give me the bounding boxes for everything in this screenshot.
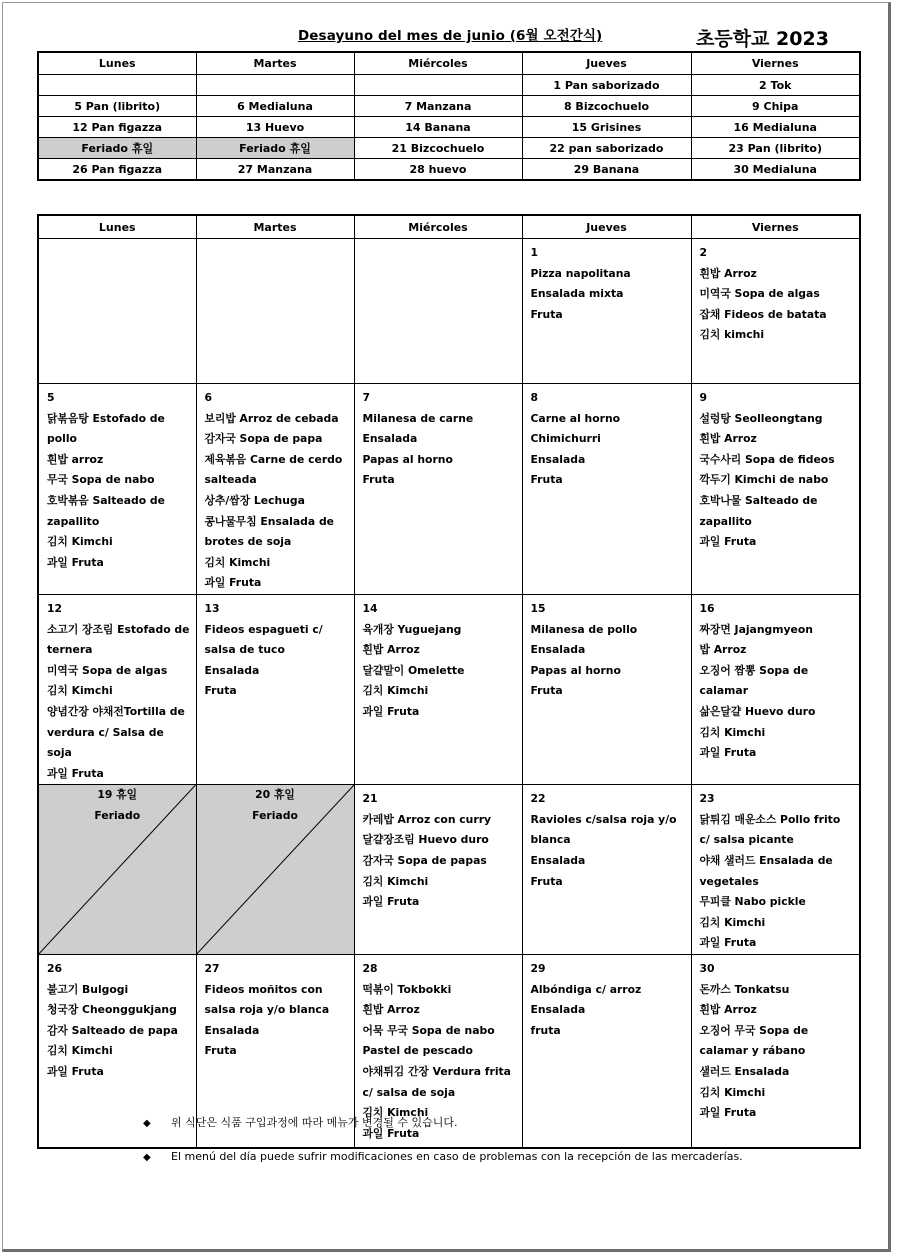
- day-number: 13: [204, 601, 220, 615]
- menu-item: 김치 Kimchi: [362, 684, 429, 698]
- school-label: 초등학교 2023: [696, 28, 829, 50]
- menu-item: 설렁탕 Seolleongtang: [699, 411, 823, 425]
- menu-item: 흰밥 Arroz: [362, 1003, 420, 1017]
- day-number: 28: [362, 962, 378, 976]
- menu-item: 깍두기 Kimchi de nabo: [699, 473, 829, 487]
- snack-row: [38, 96, 860, 117]
- menu-item: 과일 Fruta: [699, 746, 757, 760]
- weekday-header: Miércoles: [354, 52, 522, 75]
- day-number: 23: [699, 792, 715, 806]
- lunch-day-cell: [38, 594, 196, 784]
- menu-item: 달걀말이 Omelette: [362, 663, 465, 677]
- menu-item: Ensalada: [530, 643, 586, 657]
- day-number: 27: [204, 962, 220, 976]
- snack-cell: [38, 75, 196, 96]
- menu-item: 감자국 Sopa de papa: [204, 432, 323, 446]
- snack-cell: [354, 75, 522, 96]
- day-number: 6: [204, 391, 213, 404]
- menu-item: 흰밥 Arroz: [699, 266, 757, 280]
- menu-item: Fruta: [530, 684, 563, 698]
- snack-cell: 16 Medialuna: [691, 117, 860, 138]
- page-title: Desayuno del mes de junio (6월 오전간식): [298, 28, 603, 44]
- menu-item: 김치 Kimchi: [699, 1085, 766, 1099]
- menu-item: 떡볶이 Tokbokki: [362, 982, 452, 996]
- menu-item: 감자국 Sopa de papas: [362, 854, 487, 868]
- menu-item: 과일 Fruta: [699, 535, 757, 549]
- snack-cell: 15 Grisines: [522, 117, 691, 138]
- day-number: 19 휴일: [97, 788, 138, 802]
- snack-calendar-table: [37, 51, 861, 181]
- menu-item: Fruta: [530, 874, 563, 888]
- menu-item: 무피클 Nabo pickle: [699, 895, 806, 909]
- menu-item: 감자 Salteado de papa: [47, 1023, 178, 1037]
- holiday-strike-line: [197, 785, 354, 954]
- day-number: 9: [699, 391, 708, 404]
- lunch-day-cell: [354, 384, 522, 595]
- menu-item: Ensalada: [530, 452, 586, 466]
- note-korean: [143, 1114, 458, 1130]
- menu-item: 흰밥 Arroz: [362, 643, 420, 657]
- snack-cell-holiday: Feriado 휴일: [196, 138, 354, 159]
- day-number: 8: [530, 391, 539, 404]
- lunch-day-cell: [522, 785, 691, 955]
- lunch-day-cell: [691, 239, 860, 384]
- menu-item: 밥 Arroz: [699, 643, 747, 657]
- day-number: 21: [362, 792, 378, 806]
- diamond-bullet-icon: ◆: [143, 1152, 151, 1163]
- weekday-header: Viernes: [691, 52, 860, 75]
- menu-item: Albóndiga c/ arroz: [530, 982, 642, 996]
- menu-item: 과일 Fruta: [699, 1106, 757, 1120]
- menu-item: 흰밥 Arroz: [699, 432, 757, 446]
- menu-item: 과일 Fruta: [47, 555, 104, 569]
- menu-item: 불고기 Bulgogi: [47, 982, 129, 996]
- menu-item: Ensalada: [204, 663, 260, 677]
- lunch-day-cell: [691, 594, 860, 784]
- snack-cell: 5 Pan (librito): [38, 96, 196, 117]
- menu-item: 어묵 무국 Sopa de nabo: [362, 1023, 495, 1037]
- day-number: 2: [699, 246, 708, 259]
- menu-item: 김치 kimchi: [699, 328, 765, 342]
- menu-item: 국수사리 Sopa de fideos: [699, 452, 835, 466]
- weekday-header: Jueves: [522, 215, 691, 239]
- snack-cell: 14 Banana: [354, 117, 522, 138]
- lunch-day-cell: [196, 594, 354, 784]
- lunch-day-cell: [38, 239, 196, 384]
- snack-cell: 21 Bizcochuelo: [354, 138, 522, 159]
- snack-cell: 23 Pan (librito): [691, 138, 860, 159]
- menu-item: 육개장 Yuguejang: [362, 622, 462, 636]
- snack-cell: 6 Medialuna: [196, 96, 354, 117]
- day-number: 15: [530, 601, 546, 615]
- weekday-header: Miércoles: [354, 215, 522, 239]
- menu-item: Ensalada: [530, 1003, 586, 1017]
- snack-cell: 22 pan saborizado: [522, 138, 691, 159]
- menu-item: Milanesa de carne: [362, 411, 474, 425]
- note-spanish: [143, 1150, 743, 1163]
- menu-item: Feriado: [94, 808, 141, 822]
- weekday-header: Lunes: [38, 215, 196, 239]
- menu-item: Ensalada: [530, 854, 586, 868]
- menu-item: Fruta: [204, 1044, 237, 1058]
- lunch-day-cell: [38, 384, 196, 595]
- lunch-day-cell: [522, 239, 691, 384]
- menu-item: 야채튀김 간장 Verdura frita c/ salsa de soja: [362, 1065, 511, 1099]
- menu-item: Pastel de pescado: [362, 1044, 473, 1058]
- snack-row: [38, 75, 860, 96]
- menu-item: 미역국 Sopa de algas: [47, 663, 168, 677]
- menu-item: 흰밥 arroz: [47, 452, 104, 466]
- lunch-day-cell: [354, 239, 522, 384]
- menu-item: Pizza napolitana: [530, 266, 631, 280]
- lunch-calendar-table: [37, 214, 861, 1149]
- lunch-day-cell: [691, 384, 860, 595]
- menu-item: Carne al horno: [530, 411, 621, 425]
- day-number: 1: [530, 246, 539, 259]
- snack-cell: 7 Manzana: [354, 96, 522, 117]
- lunch-week-row: [38, 239, 860, 384]
- menu-item: 김치 Kimchi: [47, 1044, 113, 1058]
- lunch-day-cell: [522, 594, 691, 784]
- lunch-day-cell: [522, 955, 691, 1148]
- menu-item: 김치 Kimchi: [47, 684, 113, 698]
- snack-cell: 13 Huevo: [196, 117, 354, 138]
- menu-item: Fruta: [362, 473, 395, 487]
- menu-item: 김치 Kimchi: [699, 915, 766, 929]
- snack-cell: 28 huevo: [354, 159, 522, 181]
- menu-item: 카레밥 Arroz con curry: [362, 812, 492, 826]
- menu-item: 과일 Fruta: [362, 704, 420, 718]
- lunch-week-row: [38, 594, 860, 784]
- weekday-header: Martes: [196, 215, 354, 239]
- menu-item: 샐러드 Ensalada: [699, 1065, 790, 1078]
- day-number: 12: [47, 601, 63, 615]
- menu-item: Fideos moñitos con salsa roja y/o blanca: [204, 982, 330, 1017]
- snack-cell: [196, 75, 354, 96]
- lunch-day-cell: [196, 239, 354, 384]
- menu-item: 야채 샐러드 Ensalada de vegetales: [699, 854, 833, 888]
- menu-item: 과일 Fruta: [362, 895, 420, 909]
- menu-item: Fruta: [204, 684, 237, 698]
- menu-item: Chimichurri: [530, 432, 601, 446]
- menu-item: 김치 Kimchi: [47, 535, 113, 549]
- snack-cell: 8 Bizcochuelo: [522, 96, 691, 117]
- day-number: 16: [699, 601, 715, 615]
- lunch-day-cell: [522, 384, 691, 595]
- menu-item: 닭볶음탕 Estofado de pollo: [47, 411, 165, 446]
- day-number: 20 휴일: [255, 788, 295, 802]
- day-number: 22: [530, 792, 546, 806]
- menu-item: 양념간장 야채전Tortilla de verdura c/ Salsa de soja: [47, 704, 185, 760]
- menu-item: 호박나물 Salteado de zapallito: [699, 493, 818, 528]
- menu-item: 소고기 장조림 Estofado de ternera: [47, 622, 190, 657]
- menu-item: Ensalada: [204, 1023, 260, 1037]
- snack-cell: 9 Chipa: [691, 96, 860, 117]
- day-number: 7: [362, 391, 371, 404]
- menu-item: 삶은달걀 Huevo duro: [699, 704, 816, 718]
- menu-item: 김치 Kimchi: [362, 874, 429, 888]
- menu-item: Papas al horno: [362, 452, 453, 466]
- menu-item: Milanesa de pollo: [530, 622, 638, 636]
- menu-item: Ravioles c/salsa roja y/o blanca: [530, 812, 677, 847]
- snack-cell: 27 Manzana: [196, 159, 354, 181]
- menu-item: 흰밥 Arroz: [699, 1003, 757, 1017]
- day-number: 26: [47, 962, 63, 976]
- menu-item: 김치 Kimchi: [362, 1106, 429, 1120]
- day-number: 14: [362, 601, 378, 615]
- menu-item: 김치 Kimchi: [699, 725, 766, 739]
- menu-item: 김치 Kimchi: [204, 555, 271, 569]
- weekday-header: Martes: [196, 52, 354, 75]
- diamond-bullet-icon: ◆: [143, 1118, 151, 1129]
- snack-cell: 26 Pan figazza: [38, 159, 196, 181]
- lunch-day-cell-holiday: [196, 785, 354, 955]
- snack-row: [38, 138, 860, 159]
- lunch-day-cell: [691, 785, 860, 955]
- snack-cell: 30 Medialuna: [691, 159, 860, 181]
- snack-row: [38, 159, 860, 181]
- lunch-week-row: [38, 785, 860, 955]
- weekday-header: Jueves: [522, 52, 691, 75]
- snack-cell: 1 Pan saborizado: [522, 75, 691, 96]
- menu-item: 오징어 무국 Sopa de calamar y rábano: [699, 1023, 809, 1058]
- menu-item: 과일 Fruta: [47, 766, 104, 780]
- menu-item: 닭튀김 매운소스 Pollo frito c/ salsa picante: [699, 812, 841, 847]
- menu-item: 오징어 짬뽕 Sopa de calamar: [699, 663, 809, 698]
- lunch-header-row: [38, 215, 860, 239]
- lunch-day-cell: [354, 594, 522, 784]
- menu-item: 청국장 Cheonggukjang: [47, 1003, 177, 1017]
- lunch-day-cell-holiday: [38, 785, 196, 955]
- menu-item: 상추/쌈장 Lechuga: [204, 493, 305, 507]
- menu-item: 미역국 Sopa de algas: [699, 287, 820, 301]
- menu-item: 짜장면 Jajangmyeon: [699, 622, 813, 636]
- menu-item: Fruta: [530, 473, 563, 487]
- menu-item: 과일 Fruta: [204, 576, 262, 590]
- day-number: 5: [47, 391, 55, 404]
- day-number: 29: [530, 962, 546, 976]
- menu-item: 과일 Fruta: [362, 1126, 420, 1140]
- lunch-day-cell: [691, 955, 860, 1148]
- menu-item: Fruta: [530, 307, 563, 321]
- menu-item: Papas al horno: [530, 663, 621, 677]
- menu-item: 과일 Fruta: [47, 1065, 104, 1078]
- menu-item: 잡채 Fideos de batata: [699, 307, 827, 321]
- snack-row: [38, 117, 860, 138]
- menu-item: 보리밥 Arroz de cebada: [204, 411, 339, 425]
- day-number: 30: [699, 962, 715, 976]
- menu-item: 콩나물무침 Ensalada de brotes de soja: [204, 514, 334, 549]
- menu-item: 달걀장조림 Huevo duro: [362, 833, 489, 847]
- weekday-header: Lunes: [38, 52, 196, 75]
- lunch-day-cell: [196, 384, 354, 595]
- menu-item: 호박볶음 Salteado de zapallito: [47, 493, 165, 528]
- weekday-header: Viernes: [691, 215, 860, 239]
- menu-item: Feriado: [252, 808, 298, 822]
- menu-item: Ensalada mixta: [530, 287, 624, 301]
- menu-item: 무국 Sopa de nabo: [47, 473, 155, 487]
- snack-header-row: [38, 52, 860, 75]
- snack-cell: 29 Banana: [522, 159, 691, 181]
- menu-item: fruta: [530, 1023, 561, 1037]
- menu-item: Ensalada: [362, 432, 418, 446]
- lunch-week-row: [38, 384, 860, 595]
- menu-item: 제육볶음 Carne de cerdo salteada: [204, 452, 343, 487]
- snack-cell: 12 Pan figazza: [38, 117, 196, 138]
- menu-item: 돈까스 Tonkatsu: [699, 982, 790, 996]
- snack-cell-holiday: Feriado 휴일: [38, 138, 196, 159]
- snack-cell: 2 Tok: [691, 75, 860, 96]
- menu-item: 과일 Fruta: [699, 936, 757, 950]
- lunch-day-cell: [354, 785, 522, 955]
- note-text: El menú del día puede sufrir modificaciones en caso de problemas con la recepción de las mercaderías.: [171, 1150, 743, 1163]
- holiday-strike-line: [39, 785, 196, 954]
- note-text: 위 식단은 식품 구입과정에 따라 메뉴가 변경될 수 있습니다.: [171, 1116, 458, 1129]
- menu-item: Fideos espagueti c/ salsa de tuco: [204, 622, 323, 657]
